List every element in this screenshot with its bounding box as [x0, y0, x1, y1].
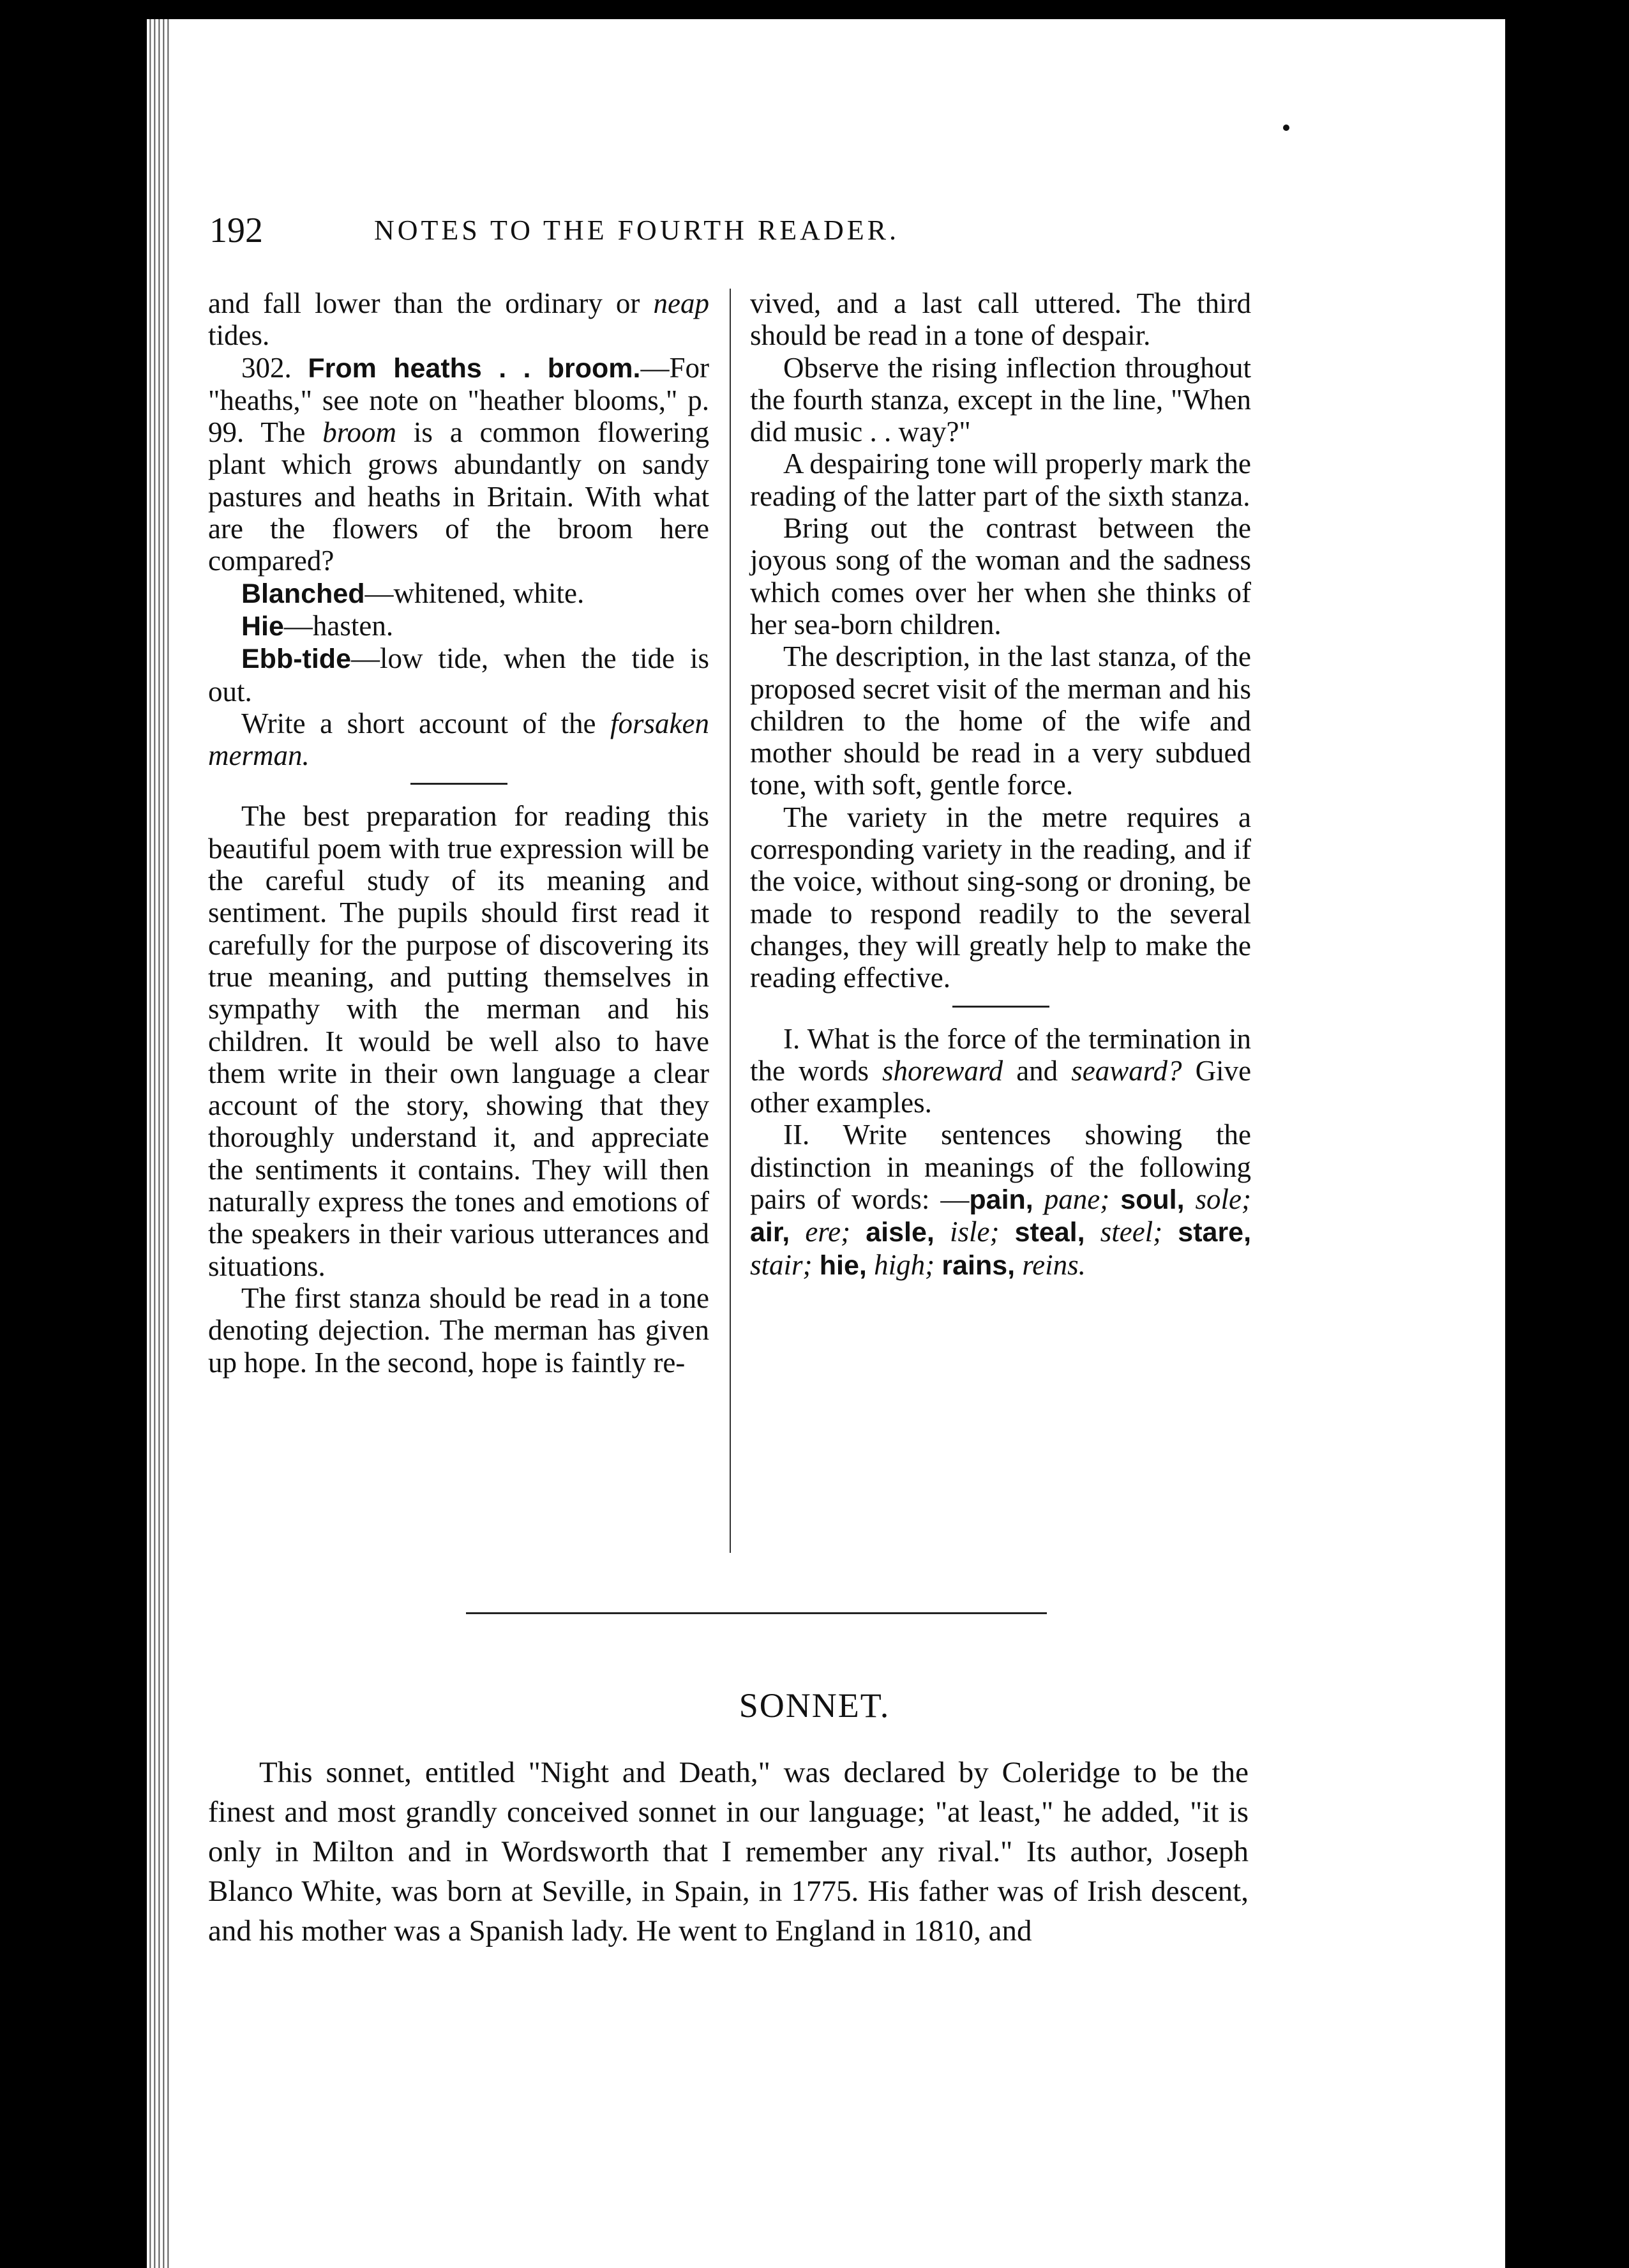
question-1: I. What is the force of the termination in the words shoreward and seaward? Give other examples. — [750, 1022, 1252, 1119]
paragraph: The best preparation for reading this beautiful poem with true expression will be the careful study of its meaning and sentiment. The pupils should first read it carefully for the purpose of discovering its true meaning, and putting themselves in sympathy with the merman and his children. It would be well also to have them write in their own language a clear account of the story, showing that they thoroughly understand it, and appreciate the sentiments it contains. They will then naturally express the tones and emotions of the speakers in their various utterances and situations. — [208, 800, 709, 1282]
running-title: NOTES TO THE FOURTH READER. — [374, 215, 899, 246]
ink-speck — [1283, 125, 1289, 131]
paragraph: The first stanza should be read in a tone denoting dejection. The merman has given up hope. In the second, hope is faintly re- — [208, 1281, 709, 1379]
paragraph: and fall lower than the ordinary or neap tides. — [208, 287, 710, 352]
section-divider — [466, 1612, 1047, 1614]
divider — [952, 1006, 1049, 1008]
section-body: This sonnet, entitled "Night and Death," was declared by Coleridge to be the finest and most grandly conceived sonnet in our language; "at least," he added, "it is only in Milton and in Wordsworth that I remember any rival." Its author, Joseph Blanco White, was born at Seville, in Spain, in 1775. His father was of Irish descent, and his mother was a Spanish lady. He went to England in 1810, and — [208, 1756, 1249, 1947]
note-302: 302. From heaths . . broom.—For "heaths," see note on "heather blooms," p. 99. The broom is a common flowering plant which grows abundantly on sandy pastures and heaths in Britain. With what are the flowers of the broom here compared? — [208, 351, 709, 577]
paragraph: Bring out the contrast between the joyous song of the woman and the sadness which comes over her when she thinks of her sea-born children. — [750, 512, 1251, 640]
note-headword: From heaths . . broom. — [308, 352, 641, 384]
paragraph: The variety in the metre requires a corresponding variety in the reading, and if the voice, without sing-song or droning, be made to respond readily to the several changes, they will greatly help to make the reading effective. — [750, 801, 1251, 994]
left-column — [208, 287, 709, 1379]
note-ebb-tide: Ebb-tide—low tide, when the tide is out. — [208, 642, 709, 707]
right-column — [750, 287, 1251, 1281]
paragraph: vived, and a last call uttered. The third should be read in a tone of despair. — [750, 287, 1251, 352]
section-title: SONNET. — [739, 1686, 890, 1725]
page-edge-right — [1505, 19, 1519, 2268]
column-divider — [730, 289, 731, 1553]
note-hie: Hie—hasten. — [241, 609, 394, 642]
paragraph: The description, in the last stanza, of the proposed secret visit of the merman and his children to the home of the wife and mother should be read in a very subdued tone, with soft, gentle force. — [750, 640, 1251, 801]
paragraph: Observe the rising inflection throughout the fourth stanza, except in the line, "When did music . . way?" — [750, 351, 1251, 448]
note-blanched: Blanched—whitened, white. — [241, 577, 585, 609]
divider — [410, 783, 507, 785]
exercise: Write a short account of the forsaken merman. — [208, 707, 710, 772]
question-2: II. Write sentences showing the distinction in meanings of the following pairs of words: —pain, pane; soul, sole; air, ere; aisle, isle; steal, steel; stare, stair; hie, high; rains, reins. — [750, 1119, 1252, 1281]
paragraph: A despairing tone will properly mark the reading of the latter part of the sixth stanza. — [750, 448, 1251, 512]
page-number: 192 — [209, 211, 263, 250]
page-edge-left — [147, 19, 170, 2268]
